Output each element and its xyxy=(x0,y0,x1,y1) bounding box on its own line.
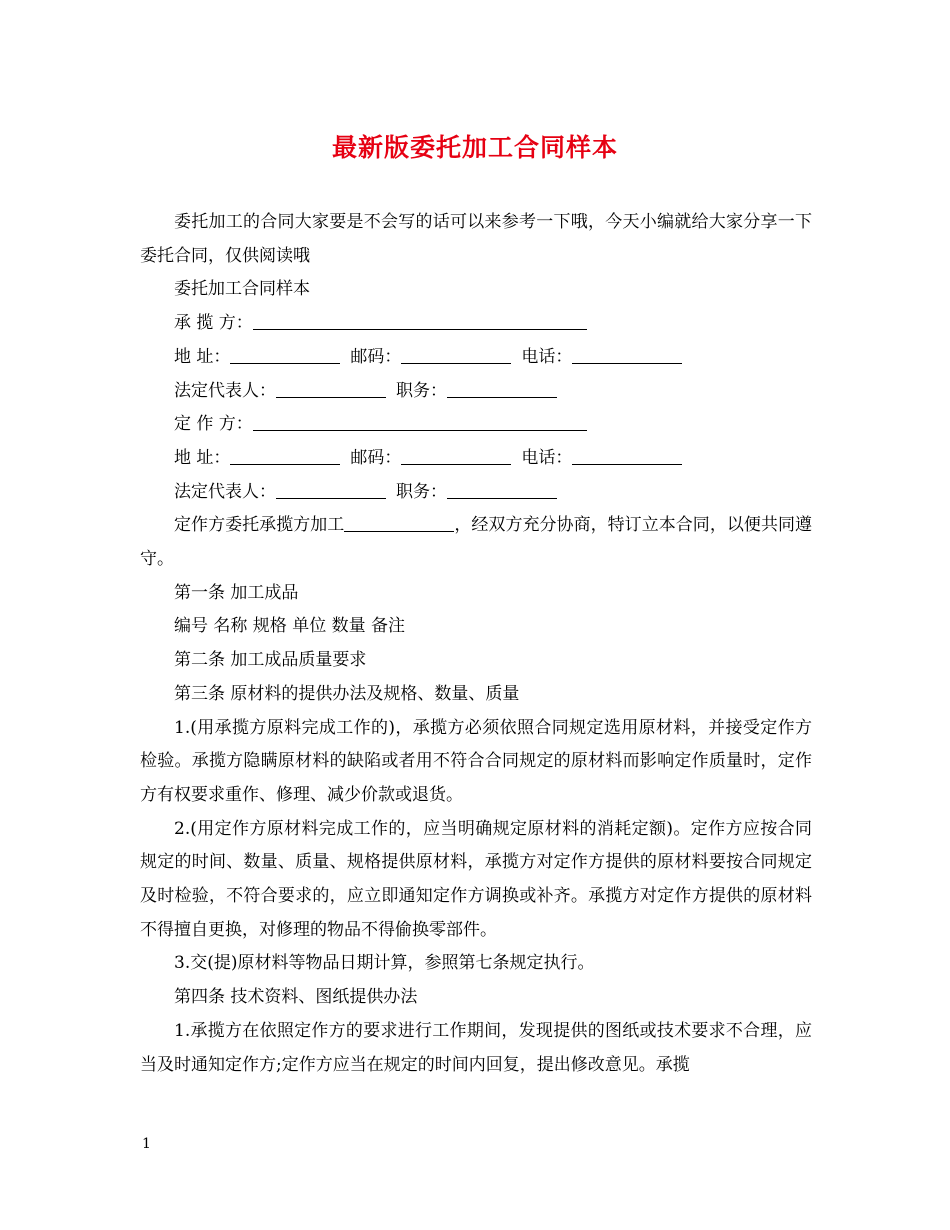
contractor-name-blank xyxy=(253,312,587,330)
document-title: 最新版委托加工合同样本 xyxy=(331,133,618,162)
client-party-line xyxy=(140,408,812,442)
contractor-postcode-blank xyxy=(401,346,511,364)
article-4-heading: 第四条 技术资料、图纸提供办法 xyxy=(174,987,418,1008)
client-address-line xyxy=(140,442,812,476)
contractor-address-blank xyxy=(230,346,340,364)
contractor-address-line xyxy=(140,341,812,375)
article-3-item-2: 2.(用定作方原材料完成工作的，应当明确规定原材料的消耗定额)。定作方应按合同规定的时间、数量、质量、规格提供原材料，承揽方对定作方提供的原材料要按合同规定及时检验，不符合要求的，应立即通知定作方调换或补齐。承揽方对定作方提供的原材料不得擅自更换，对修理的物品不得偷换零部件。 xyxy=(140,818,812,940)
agreement-text-before: 定作方委托承揽方加工 xyxy=(174,515,345,536)
article-4-item-1: 1.承揽方在依照定作方的要求进行工作期间，发现提供的图纸或技术要求不合理，应当及时通知定作方;定作方应当在规定的时间内回复，提出修改意见。承揽 xyxy=(140,1020,812,1075)
page-number: 1 xyxy=(142,1136,151,1152)
contract-subtitle: 委托加工合同样本 xyxy=(174,279,310,300)
client-position-blank xyxy=(447,481,557,499)
client-rep-line xyxy=(140,476,812,510)
article-1-heading: 第一条 加工成品 xyxy=(174,582,299,603)
article-3-item-1: 1.(用承揽方原料完成工作的)，承揽方必须依照合同规定选用原材料，并接受定作方检验。承揽方隐瞒原材料的缺陷或者用不符合合同规定的原材料而影响定作质量时，定作方有权要求重作、修理、减少价款或退货。 xyxy=(140,717,812,805)
client-phone-label: 电话： xyxy=(521,447,573,468)
agreement-text-after: ，经双方充分协商，特订立本合同，以便共同遵守。 xyxy=(140,515,813,570)
document-body xyxy=(140,206,812,1082)
contractor-position-label: 职务： xyxy=(396,380,447,401)
article-1-columns: 编号 名称 规格 单位 数量 备注 xyxy=(174,616,406,637)
contractor-rep-line xyxy=(140,375,812,409)
contractor-phone-blank xyxy=(572,346,682,364)
article-3-item-3: 3.交(提)原材料等物品日期计算，参照第七条规定执行。 xyxy=(174,953,595,974)
client-name-blank xyxy=(253,413,587,431)
agreement-paragraph xyxy=(140,509,812,576)
contractor-legal-rep-blank xyxy=(276,380,386,398)
contractor-phone-label: 电话： xyxy=(521,346,573,367)
processing-item-blank xyxy=(344,514,454,532)
article-3-heading: 第三条 原材料的提供办法及规格、数量、质量 xyxy=(174,683,520,704)
client-postcode-blank xyxy=(401,447,511,465)
client-address-label: 地 址： xyxy=(174,447,231,468)
client-party-label: 定 作 方： xyxy=(174,414,253,435)
client-position-label: 职务： xyxy=(396,481,447,502)
intro-paragraph: 委托加工的合同大家要是不会写的话可以来参考一下哦，今天小编就给大家分享一下委托合同，仅供阅读哦 xyxy=(140,212,812,266)
client-address-blank xyxy=(230,447,340,465)
article-2-heading: 第二条 加工成品质量要求 xyxy=(174,650,367,671)
contractor-party-label: 承 揽 方： xyxy=(174,313,253,334)
contractor-position-blank xyxy=(447,380,557,398)
contractor-postcode-label: 邮码： xyxy=(350,346,402,367)
client-legal-rep-label: 法定代表人： xyxy=(174,481,276,502)
contractor-party-line xyxy=(140,307,812,341)
client-phone-blank xyxy=(572,447,682,465)
contractor-legal-rep-label: 法定代表人： xyxy=(174,380,276,401)
client-postcode-label: 邮码： xyxy=(350,447,402,468)
client-legal-rep-blank xyxy=(276,481,386,499)
contractor-address-label: 地 址： xyxy=(174,346,231,367)
